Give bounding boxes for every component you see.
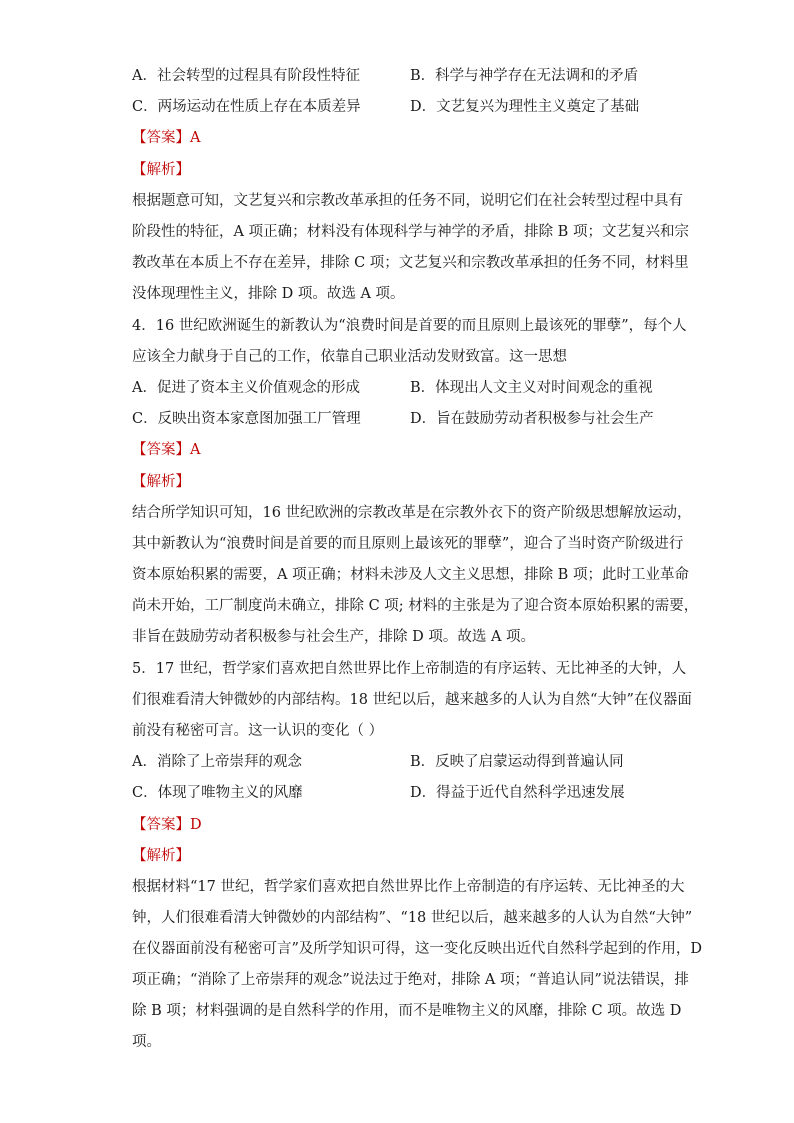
- analysis-line: 资本原始积累的需要，A 项正确；材料未涉及人文主义思想，排除 B 项；此时工业革命: [132, 567, 689, 583]
- option-d: D．旨在鼓励劳动者积极参与社会生产: [410, 411, 654, 427]
- answer-label: 【答案】: [132, 130, 190, 146]
- answer-line: [132, 815, 202, 835]
- analysis-label: 【解析】: [132, 162, 190, 178]
- option-c: C．反映出资本家意图加强工厂管理: [132, 411, 361, 427]
- analysis-label: 【解析】: [132, 848, 190, 864]
- question-stem: 前没有秘密可言。这一认识的变化（ ）: [132, 723, 384, 739]
- analysis-line: 钟，人们很难看清大钟微妙的内部结构”、“18 世纪以后，越来越多的人认为自然“大钟”: [132, 910, 693, 926]
- analysis-line: 结合所学知识可知，16 世纪欧洲的宗教改革是在宗教外衣下的资产阶级思想解放运动，: [132, 505, 692, 521]
- analysis-line: 没体现理性主义，排除 D 项。故选 A 项。: [132, 286, 405, 302]
- question-stem: 应该全力献身于自己的工作，依靠自己职业活动发财致富。这一思想: [132, 349, 567, 365]
- analysis-line: 其中新教认为“浪费时间是首要的而且原则上最该死的罪孽”，迎合了当时资产阶级进行: [132, 536, 684, 552]
- answer-label: 【答案】: [132, 817, 190, 833]
- analysis-line: 阶段性的特征，A 项正确；材料没有体现科学与神学的矛盾，排除 B 项；文艺复兴和宗: [132, 224, 689, 240]
- analysis-line: 根据材料“17 世纪，哲学家们喜欢把自然世界比作上帝制造的有序运转、无比神圣的大: [132, 879, 685, 895]
- analysis-line: 在仪器面前没有秘密可言”及所学知识可得，这一变化反映出近代自然科学起到的作用，D: [132, 941, 703, 957]
- analysis-line: 教改革在本质上不存在差异，排除 C 项；文艺复兴和宗教改革承担的任务不同，材料里: [132, 255, 689, 271]
- question-stem: 们很难看清大钟微妙的内部结构。18 世纪以后，越来越多的人认为自然“大钟”在仪器面: [132, 692, 692, 708]
- option-b: B．反映了启蒙运动得到普遍认同: [410, 754, 624, 770]
- analysis-line: 项。: [132, 1034, 161, 1050]
- option-a: A．促进了资本主义价值观念的形成: [132, 380, 360, 396]
- analysis-line: 除 B 项；材料强调的是自然科学的作用，而不是唯物主义的风靡，排除 C 项。故选 D: [132, 1003, 682, 1019]
- answer-value: A: [190, 442, 201, 458]
- option-b: B．科学与神学存在无法调和的矛盾: [410, 68, 639, 84]
- analysis-line: 根据题意可知，文艺复兴和宗教改革承担的任务不同，说明它们在社会转型过程中具有: [132, 193, 683, 209]
- option-d: D．文艺复兴为理性主义奠定了基础: [410, 99, 640, 115]
- analysis-label: 【解析】: [132, 474, 190, 490]
- option-b: B．体现出人文主义对时间观念的重视: [410, 380, 653, 396]
- answer-line: [132, 440, 200, 460]
- answer-value: A: [190, 130, 201, 146]
- analysis-line: 非旨在鼓励劳动者积极参与社会生产，排除 D 项。故选 A 项。: [132, 629, 536, 645]
- question-stem: 5．17 世纪，哲学家们喜欢把自然世界比作上帝制造的有序运转、无比神圣的大钟，人: [132, 661, 687, 677]
- analysis-line: 项正确；“消除了上帝崇拜的观念”说法过于绝对，排除 A 项；“普追认同”说法错误，排: [132, 972, 689, 988]
- answer-value: D: [190, 817, 202, 833]
- option-a: A．消除了上帝崇拜的观念: [132, 754, 302, 770]
- option-a: A．社会转型的过程具有阶段性特征: [132, 68, 360, 84]
- option-d: D．得益于近代自然科学迅速发展: [410, 785, 625, 801]
- analysis-line: 尚未开始，工厂制度尚未确立，排除 C 项; 材料的主张是为了迎合资本原始积累的需要，: [132, 598, 699, 614]
- option-c: C．体现了唯物主义的风靡: [132, 785, 303, 801]
- option-c: C．两场运动在性质上存在本质差异: [132, 99, 361, 115]
- question-stem: 4．16 世纪欧洲诞生的新教认为“浪费时间是首要的而且原则上最该死的罪孽”，每个人: [132, 318, 687, 334]
- answer-line: [132, 128, 200, 148]
- answer-label: 【答案】: [132, 442, 190, 458]
